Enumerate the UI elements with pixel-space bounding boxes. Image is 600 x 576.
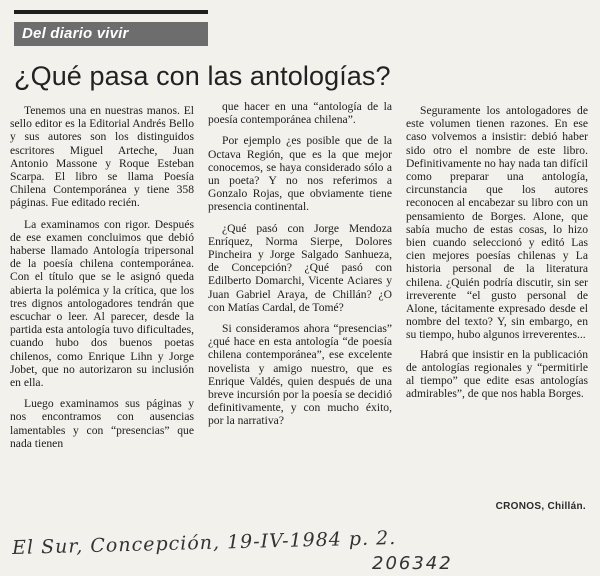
paragraph: Por ejemplo ¿es posible que de la Octava Región, que es la que mejor conocemos, se haya considerado sólo a un poeta? Y no nos referimos a Gonzalo Rojas, que obviamente tiene presencia continental. — [208, 134, 392, 214]
article-headline: ¿Qué pasa con las antologías? — [14, 61, 391, 91]
paragraph: ¿Qué pasó con Jorge Mendoza Enríquez, Norma Sierpe, Dolores Pincheira y Jorge Salgado Sanhueza, de Concepción? ¿Qué pasó con Edilberto Domarchi, Vicente Aciares y Juan Gabriel Araya, de Chillán? ¿O con Matías Cardal, de Tomé? — [208, 221, 392, 314]
catalog-number: 206342 — [372, 553, 453, 574]
paragraph: Si consideramos ahora “presencias” ¿qué hace en esta antología “de poesía chilena contemporánea”, ese excelente novelista y amigo nuestro, que es Enrique Valdés, quien después de una breve incursión por la poesía se decidió definitivamente, y con mucho éxito, por la narrativa? — [208, 322, 392, 428]
paragraph: Luego examinamos sus páginas y nos encontramos con ausencias lamentables y con “presencias” que nada tienen — [10, 397, 194, 450]
paragraph: Habrá que insistir en la publicación de antologías regionales y “permitirle al tiempo” que edite esas antologías admirables”, de que nos habla Borges. — [406, 347, 588, 401]
section-label: Del diario vivir — [14, 22, 208, 46]
article-column-3 — [406, 104, 588, 406]
paragraph: La examinamos con rigor. Después de ese examen concluimos que debió haberse llamado Antología tripersonal de la poesía chilena contemporánea. Con el título que se le asignó queda abierta la polémica y la crítica, que los tres dignos antologadores tendrán que escuchar o leer. Al parecer, desde la partida esta antología tuvo dificultades, cuando hubo dos buenos poetas chilenos, como Enrique Lihn y Jorge Jobet, que no autorizaron su inclusión en ella. — [10, 217, 194, 390]
top-rule — [14, 10, 208, 14]
handwritten-source-note: El Sur, Concepción, 19-IV-1984 p. 2. — [11, 526, 397, 560]
article-column-2 — [208, 100, 392, 436]
paragraph: Seguramente los antologadores de este volumen tienen razones. En ese caso volvemos a insistir: debió haber sido otro el nombre de este libro. Definitivamente no hay nada tan difícil como preparar una antología, circunstancia que los autores reconocen al encabezar su libro con un pensamiento de Borges. Alone, que sabía mucho de estas cosas, lo hizo bien cuando seleccionó y editó Las cien mejores poesías chilenas y La historia personal de la literatura chilena. ¿Quién podría discutir, sin ser irreverente “el gusto personal de Alone, tácitamente expresado desde el nombre del texto? Y, sin embargo, en su tiempo, hubo algunos irreverentes... — [406, 104, 588, 342]
paragraph: que hacer en una “antología de la poesía contemporánea chilena”. — [208, 100, 392, 127]
article-column-1 — [10, 104, 194, 458]
author-signature: CRONOS, Chillán. — [495, 501, 586, 512]
paragraph: Tenemos una en nuestras manos. El sello editor es la Editorial Andrés Bello y sus autores son los distinguidos escritores Miguel Arteche, Juan Antonio Massone y Roque Esteban Scarpa. El libro se llama Poesía Chilena Contemporánea y tiene 358 páginas. Fue editado recién. — [10, 104, 194, 210]
